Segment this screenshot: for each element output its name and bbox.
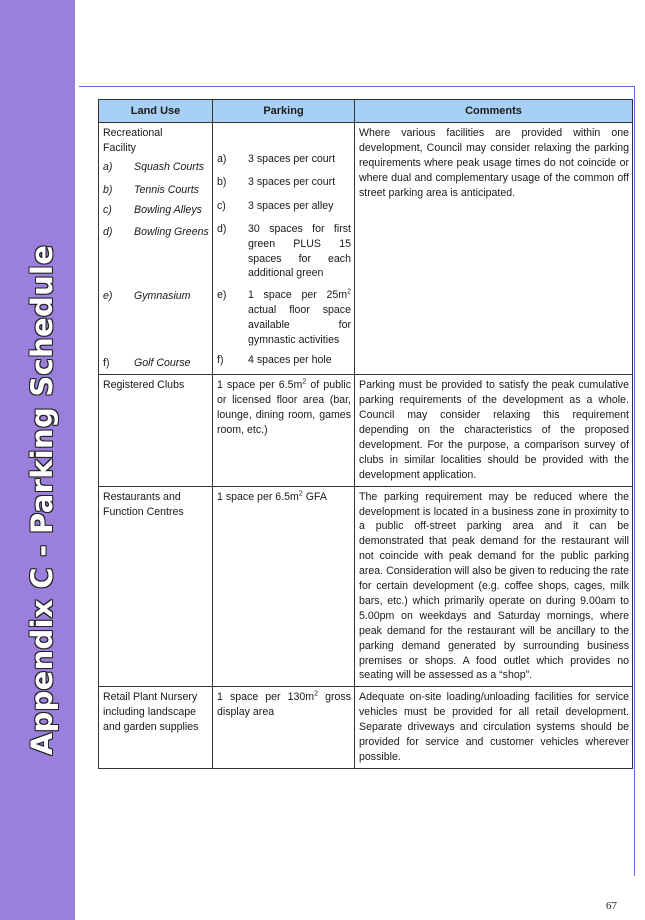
facility-item: f) Golf Course [103, 357, 191, 370]
facility-item: e) Gymnasium [103, 290, 191, 303]
table-row [99, 375, 633, 486]
land-use-cell: Retail Plant Nursery including landscape and garden supplies [99, 687, 213, 769]
parking-cell: 1 space per $6.5m^2$ GFA [213, 486, 355, 687]
header-land-use: Land Use [99, 100, 213, 123]
header-comments: Comments [355, 100, 633, 123]
table-row [99, 123, 633, 375]
facility-item: c) Bowling Alleys [103, 203, 202, 216]
table-row [99, 687, 633, 769]
parking-cell: 1 space per $130m^2$ gross display area [213, 687, 355, 769]
parking-item: f) 4 spaces per hole [217, 353, 332, 366]
land-use-label: Recreational Facility [103, 127, 163, 154]
parking-item: d) 30 spaces for first green PLUS 15 spaces for each additional green [217, 222, 351, 280]
land-use-cell: Restaurants and Function Centres [99, 486, 213, 687]
parking-table [98, 99, 633, 769]
parking-item: c) 3 spaces per alley [217, 199, 334, 212]
facility-item: b) Tennis Courts [103, 183, 199, 196]
sidebar-title: Appendix C - Parking Schedule [25, 244, 59, 756]
page-number: 67 [606, 900, 617, 912]
sidebar [0, 0, 75, 920]
comments-cell: Parking must be provided to satisfy the peak cumulative parking requirements of the development as a whole. Council may consider relaxing this requirement depending on the characteristics of the proposed development. For the purpose, a comparison survey of clubs in similar localities should be provided with the development application. [355, 375, 633, 486]
comments-cell: Adequate on-site loading/unloading facilities for service vehicles must be provided for all retail development. Separate driveways and circulation systems should be provided for service and customer vehicles wherever possible. [355, 687, 633, 769]
facility-item: a) Squash Courts [103, 160, 205, 173]
comments-cell: Where various facilities are provided within one development, Council may consider relaxing the parking requirements where peak usage times do not coincide or where dual and complementary usage of the common off street parking area is anticipated. [355, 123, 633, 375]
parking-item: e) 1 space per $25m^2$ actual floor space available for gymnastic activities [217, 288, 351, 347]
land-use-cell: Registered Clubs [99, 375, 213, 486]
facility-item: d) Bowling Greens [103, 225, 209, 238]
comments-cell: The parking requirement may be reduced where the development is located in a business zone in proximity to a public off-street parking area and it can be demonstrated that peak demand for the restaurant will not coincide with peak demand for the public parking area. Consideration will also be given to reducing the rate for certain development (e.g. coffee shops, cages, milk bars, etc.) which primarily operate on during 9.00am to 5.00pm on weekdays and Saturday mornings, where peak demand for the restaurant will be ancillary to the parking demand generated by surrounding business premises or shops. A food outlet which provides no seating will be assessed as a “shop”. [355, 486, 633, 687]
land-use-cell [99, 123, 213, 375]
parking-cell [213, 123, 355, 375]
parking-item: b) 3 spaces per court [217, 175, 336, 188]
parking-cell: 1 space per $6.5m^2$ of public or licensed floor area (bar, lounge, dining room, games room, etc.) [213, 375, 355, 486]
header-row [99, 100, 633, 123]
parking-item: a) 3 spaces per court [217, 153, 336, 165]
header-parking: Parking [213, 100, 355, 123]
table-row [99, 486, 633, 687]
